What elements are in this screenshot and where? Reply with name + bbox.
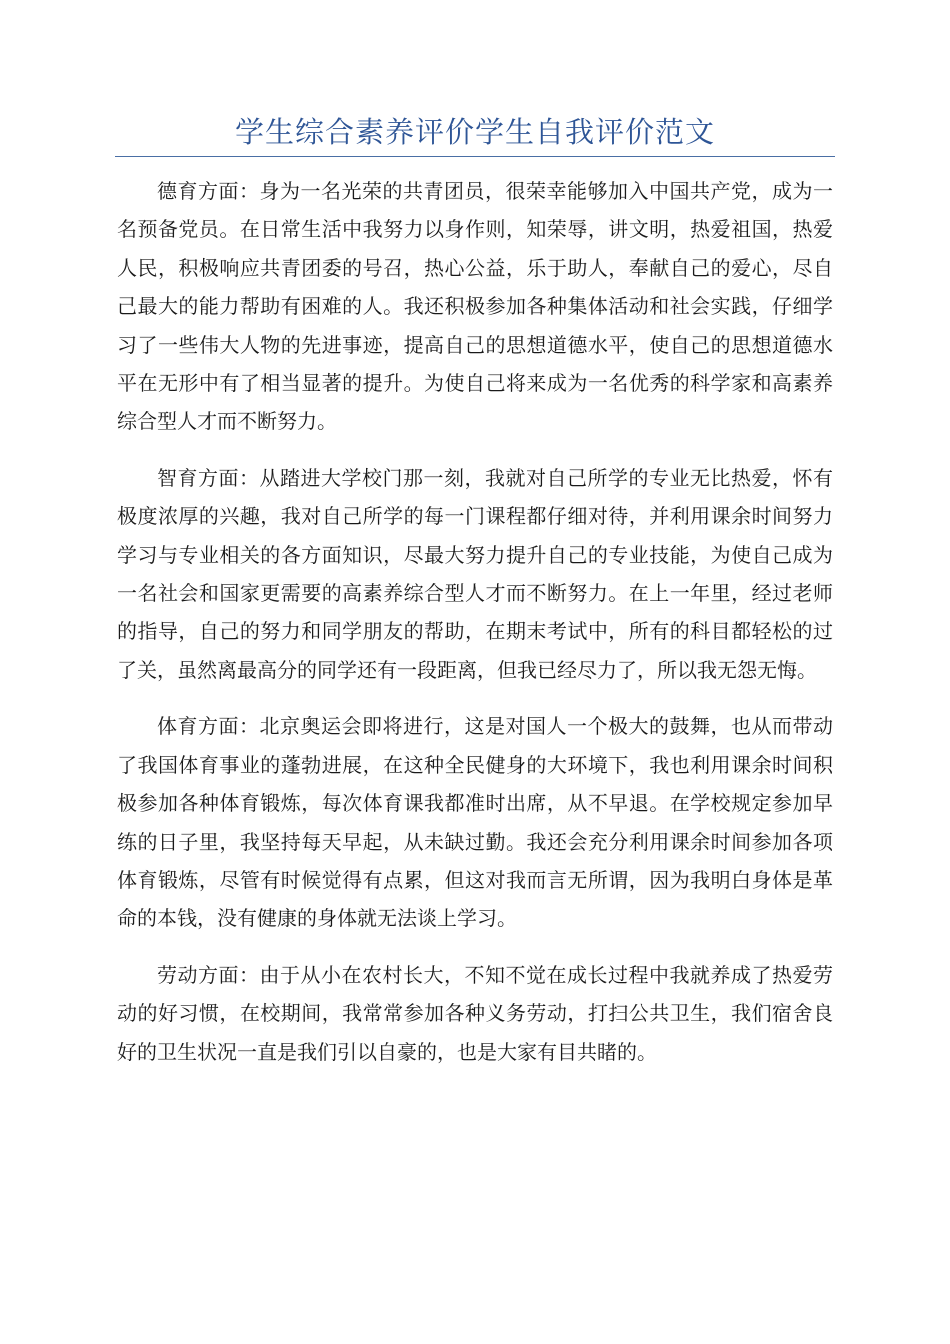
paragraph-physical-education: 体育方面：北京奥运会即将进行，这是对国人一个极大的鼓舞，也从而带动了我国体育事业的蓬勃进展，在这种全民健身的大环境下，我也利用课余时间积极参加各种体育锻炼，每次体育课我都准时出席，从不早退。在学校规定参加早练的日子里，我坚持每天早起，从未缺过勤。我还会充分利用课余时间参加各项体育锻炼，尽管有时候觉得有点累，但这对我而言无所谓，因为我明白身体是革命的本钱，没有健康的身体就无法谈上学习。 (117, 714, 833, 931)
paragraph-moral-education: 德育方面：身为一名光荣的共青团员，很荣幸能够加入中国共产党，成为一名预备党员。在日常生活中我努力以身作则，知荣辱，讲文明，热爱祖国，热爱人民，积极响应共青团委的号召，热心公益，乐于助人，奉献自己的爱心，尽自己最大的能力帮助有困难的人。我还积极参加各种集体活动和社会实践，仔细学习了一些伟大人物的先进事迹，提高自己的思想道德水平，使自己的思想道德水平在无形中有了相当显著的提升。为使自己将来成为一名优秀的科学家和高素养综合型人才而不断努力。 (117, 179, 833, 434)
title-block (115, 112, 835, 157)
document-body (117, 172, 833, 1089)
paragraph-labor-education: 劳动方面：由于从小在农村长大，不知不觉在成长过程中我就养成了热爱劳动的好习惯，在校期间，我常常参加各种义务劳动，打扫公共卫生，我们宿舍良好的卫生状况一直是我们引以自豪的，也是大家有目共睹的。 (117, 962, 833, 1064)
paragraph-intellectual-education: 智育方面：从踏进大学校门那一刻，我就对自己所学的专业无比热爱，怀有极度浓厚的兴趣，我对自己所学的每一门课程都仔细对待，并利用课余时间努力学习与专业相关的各方面知识，尽最大努力提升自己的专业技能，为使自己成为一名社会和国家更需要的高素养综合型人才而不断努力。在上一年里，经过老师的指导，自己的努力和同学朋友的帮助，在期末考试中，所有的科目都轻松的过了关，虽然离最高分的同学还有一段距离，但我已经尽力了，所以我无怨无悔。 (117, 465, 833, 682)
document-title: 学生综合素养评价学生自我评价范文 (234, 115, 715, 149)
